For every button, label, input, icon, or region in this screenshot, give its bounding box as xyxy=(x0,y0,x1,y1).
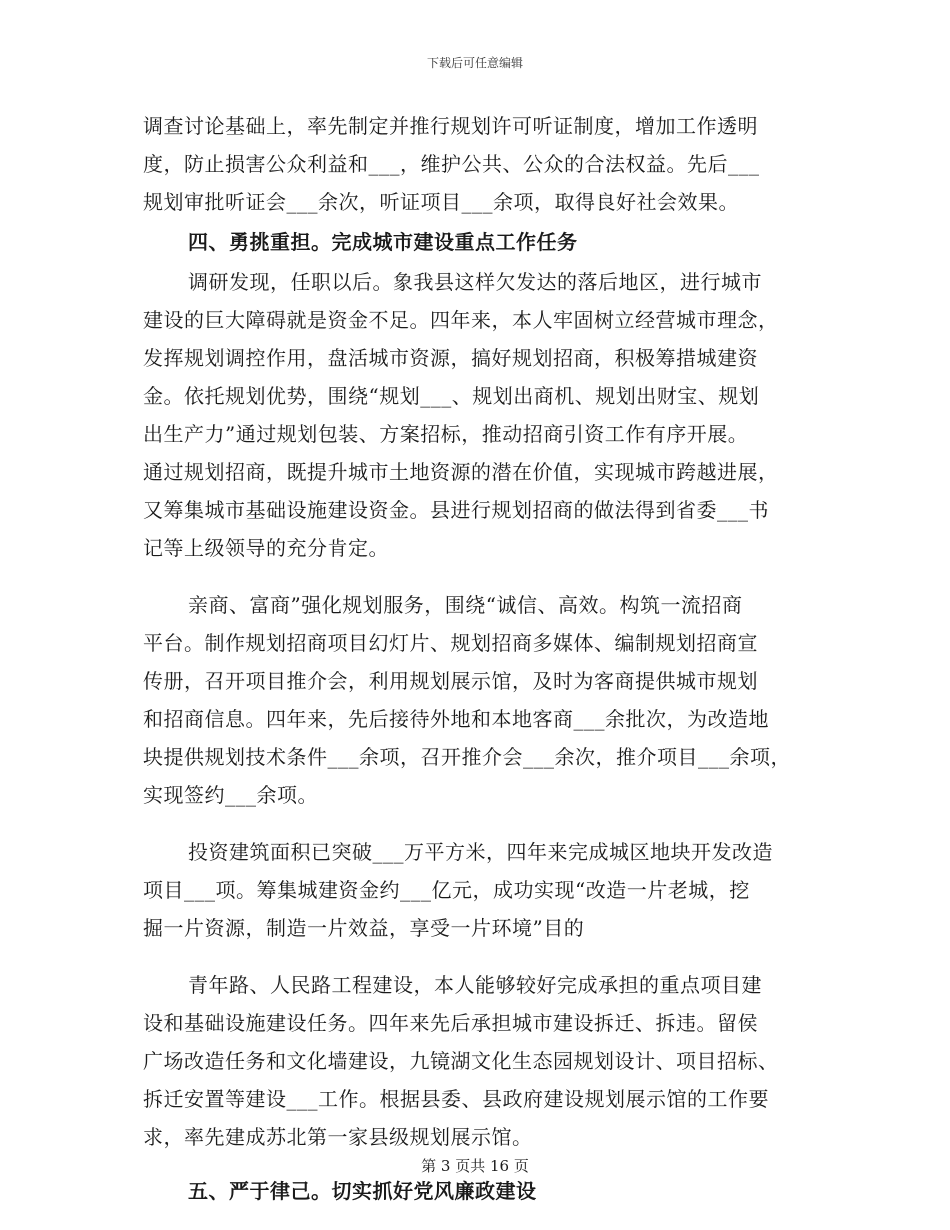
paragraph-line: 块提供规划技术条件___余项，召开推介会___余次，推介项目___余项， xyxy=(143,745,791,769)
paragraph-line: 调查讨论基础上，率先制定并推行规划许可听证制度，增加工作透明 xyxy=(143,114,758,138)
page-footer: 第 3 页共 16 页 xyxy=(421,1157,529,1175)
paragraph-line: 度，防止损害公众利益和___，维护公共、公众的合法权益。先后___ xyxy=(143,152,760,176)
paragraph-line: 亲商、富商”强化规划服务，围绕“诚信、高效。构筑一流招商 xyxy=(188,593,743,617)
paragraph-line: 金。依托规划优势，围绕“规划___、规划出商机、规划出财宝、规划 xyxy=(143,384,760,408)
paragraph-line: 调研发现，任职以后。象我县这样欠发达的落后地区，进行城市 xyxy=(188,270,762,294)
paragraph-line: 平台。制作规划招商项目幻灯片、规划招商多媒体、编制规划招商宣 xyxy=(143,631,758,655)
paragraph-line: 设和基础设施建设任务。四年来先后承担城市建设拆迁、拆违。留侯 xyxy=(143,1011,758,1035)
paragraph-line: 掘一片资源，制造一片效益，享受一片环境”目的 xyxy=(143,916,585,940)
paragraph-line: 传册，召开项目推介会，利用规划展示馆，及时为客商提供城市规划 xyxy=(143,669,758,693)
paragraph-line: 拆迁安置等建设___工作。根据县委、县政府建设规划展示馆的工作要 xyxy=(143,1087,769,1111)
paragraph-line: 通过规划招商，既提升城市土地资源的潜在价值，实现城市跨越进展， xyxy=(143,460,779,484)
section-heading: 四、勇挑重担。完成城市建设重点工作任务 xyxy=(188,230,578,254)
paragraph-line: 广场改造任务和文化墙建设，九镜湖文化生态园规划设计、项目招标、 xyxy=(143,1049,779,1073)
paragraph-line: 记等上级领导的充分肯定。 xyxy=(143,536,389,560)
paragraph-line: 求，率先建成苏北第一家县级规划展示馆。 xyxy=(143,1125,533,1149)
paragraph-line: 实现签约___余项。 xyxy=(143,783,318,807)
paragraph-line: 投资建筑面积已突破___万平方米，四年来完成城区地块开发改造 xyxy=(188,840,773,864)
paragraph-line: 项目___项。筹集城建资金约___亿元，成功实现“改造一片老城，挖 xyxy=(143,878,750,902)
paragraph-line: 发挥规划调控作用，盘活城市资源，搞好规划招商，积极筹措城建资 xyxy=(143,346,758,370)
paragraph-line: 青年路、人民路工程建设，本人能够较好完成承担的重点项目建 xyxy=(188,973,762,997)
section-heading: 五、严于律己。切实抓好党风廉政建设 xyxy=(188,1179,537,1203)
document-body xyxy=(143,107,808,1212)
paragraph-line: 又筹集城市基础设施建设资金。县进行规划招商的做法得到省委___书 xyxy=(143,498,769,522)
paragraph-line: 出生产力”通过规划包装、方案招标，推动招商引资工作有序开展。 xyxy=(143,422,749,446)
page-header: 下载后可任意编辑 xyxy=(426,56,523,70)
paragraph-line: 和招商信息。四年来，先后接待外地和本地客商___余批次，为改造地 xyxy=(143,707,769,731)
paragraph-line: 建设的巨大障碍就是资金不足。四年来，本人牢固树立经营城市理念， xyxy=(143,308,779,332)
paragraph-line: 规划审批听证会___余次，听证项目___余项，取得良好社会效果。 xyxy=(143,190,739,214)
